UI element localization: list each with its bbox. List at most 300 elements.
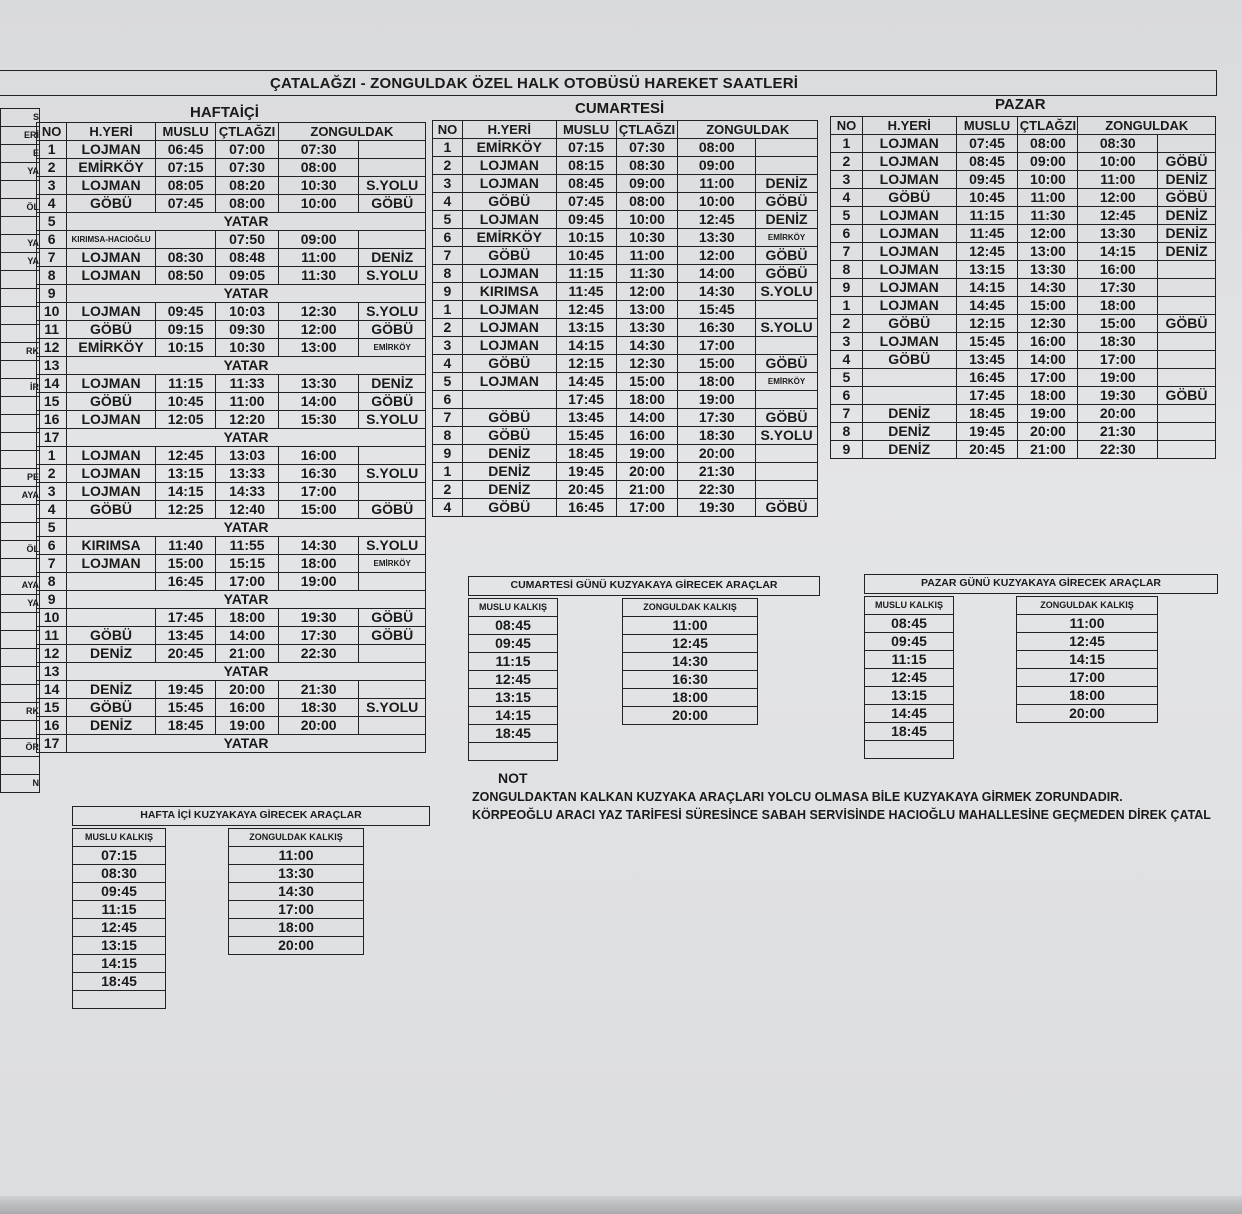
departure-place: GÖBÜ [67,627,156,645]
zonguldak-head: ZONGULDAK KALKIŞ [229,829,364,847]
cut-off-cell: YA [1,253,40,271]
row-number: 9 [37,591,67,609]
muslu-time: 09:45 [556,211,616,229]
cut-off-cell [1,181,40,199]
muslu-time: 14:15 [155,483,215,501]
muslu-time: 12:05 [155,411,215,429]
list-row [469,653,558,671]
col-zonguldak: ZONGULDAK [278,123,425,141]
schedule-row [831,171,1216,189]
zonguldak-time: 15:45 [678,301,756,319]
row-number: 7 [37,249,67,267]
col-muslu: MUSLU [556,121,616,139]
departure-place: DENİZ [462,481,556,499]
catalagzi-time: 21:00 [1018,441,1078,459]
schedule-row [433,175,818,193]
zonguldak-time: 20:00 [678,445,756,463]
cut-off-cell: RK [1,703,40,721]
yatar-label: YATAR [67,357,426,375]
departure-place: GÖBÜ [462,427,556,445]
zonguldak-time: 14:00 [678,265,756,283]
zonguldak-time: 11:30 [278,267,359,285]
route-note: GÖBÜ [756,499,818,517]
row-number: 14 [37,375,67,393]
departure-time: 13:15 [73,937,166,955]
left-edge-row [1,361,40,379]
left-edge-row [1,577,40,595]
row-number: 3 [433,337,463,355]
muslu-time: 15:00 [155,555,215,573]
departure-place: GÖBÜ [67,501,156,519]
catalagzi-time: 21:00 [216,645,278,663]
muslu-time: 08:15 [556,157,616,175]
row-number: 11 [37,627,67,645]
cut-off-cell: E [1,145,40,163]
catalagzi-time: 09:05 [216,267,278,285]
departure-time: 13:15 [865,687,954,705]
route-note: GÖBÜ [756,265,818,283]
row-number: 7 [831,405,863,423]
schedule-row [433,355,818,373]
route-note [359,483,426,501]
zonguldak-time: 19:30 [278,609,359,627]
zonguldak-time: 17:30 [278,627,359,645]
zonguldak-time: 16:30 [678,319,756,337]
left-edge-row [1,469,40,487]
departure-place: EMİRKÖY [462,229,556,247]
row-number: 4 [831,351,863,369]
zonguldak-time: 12:00 [1078,189,1158,207]
note-line-2: KÖRPEOĞLU ARACI YAZ TARİFESİ SÜRESİNCE SABAH SERVİSİNDE HACIOĞLU MAHALLESİNE GEÇMEDEN DİREK ÇATAL [472,808,1211,822]
departure-time: 11:00 [623,617,758,635]
zonguldak-time: 13:30 [1078,225,1158,243]
cut-off-cell [1,721,40,739]
row-number: 8 [831,261,863,279]
cut-off-cell: YA [1,163,40,181]
left-edge-row [1,451,40,469]
zonguldak-time: 22:30 [678,481,756,499]
route-note [756,139,818,157]
list-row [865,741,954,759]
schedule-row [831,315,1216,333]
row-number: 16 [37,717,67,735]
row-number: 7 [37,555,67,573]
departure-time: 14:30 [623,653,758,671]
row-number: 4 [433,193,463,211]
zonguldak-time: 10:00 [678,193,756,211]
left-edge-row [1,271,40,289]
muslu-time: 20:45 [155,645,215,663]
row-number: 6 [433,391,463,409]
cut-off-cell: AYA [1,487,40,505]
row-number: 10 [37,609,67,627]
departure-place: EMİRKÖY [67,159,156,177]
schedule-row [831,153,1216,171]
zonguldak-time: 18:30 [278,699,359,717]
departure-place: LOJMAN [862,225,956,243]
zonguldak-time: 17:30 [1078,279,1158,297]
list-row [865,723,954,741]
muslu-time: 14:15 [956,279,1018,297]
route-note [359,717,426,735]
zonguldak-head: ZONGULDAK KALKIŞ [623,599,758,617]
departure-place: DENİZ [67,717,156,735]
muslu-time: 07:15 [556,139,616,157]
zonguldak-time: 16:00 [278,447,359,465]
zonguldak-time: 09:00 [678,157,756,175]
page-title: ÇATALAĞZI - ZONGULDAK ÖZEL HALK OTOBÜSÜ HAREKET SAATLERİ [270,75,799,92]
catalagzi-time: 11:00 [216,393,278,411]
departure-time [469,743,558,761]
col-place: H.YERİ [462,121,556,139]
departure-place: LOJMAN [462,211,556,229]
departure-place: LOJMAN [67,375,156,393]
row-number: 1 [37,141,67,159]
muslu-time: 20:45 [956,441,1018,459]
departure-place: KIRIMSA-HACIOĞLU [67,231,156,249]
departure-time: 09:45 [865,633,954,651]
departure-place: DENİZ [862,405,956,423]
catalagzi-time: 09:30 [216,321,278,339]
list-row [73,883,166,901]
route-note: GÖBÜ [756,409,818,427]
route-note: S.YOLU [359,177,426,195]
list-row [1017,705,1158,723]
departure-place: GÖBÜ [67,195,156,213]
schedule-row [37,483,426,501]
list-row [73,937,166,955]
zonguldak-time: 18:30 [1078,333,1158,351]
route-note: EMİRKÖY [359,555,426,573]
departure-place: KIRIMSA [462,283,556,301]
schedule-row [37,159,426,177]
route-note [1158,297,1216,315]
row-number: 6 [831,225,863,243]
cut-off-cell [1,271,40,289]
row-number: 5 [433,211,463,229]
schedule-row [37,591,426,609]
row-number: 7 [433,409,463,427]
departure-time: 20:00 [1017,705,1158,723]
departure-place: GÖBÜ [67,321,156,339]
route-note: S.YOLU [756,319,818,337]
route-note: GÖBÜ [359,609,426,627]
schedule-row [37,447,426,465]
muslu-time: 10:15 [556,229,616,247]
list-row [73,955,166,973]
route-note [359,645,426,663]
route-note [756,301,818,319]
route-note [359,681,426,699]
left-edge-row [1,325,40,343]
departure-place: GÖBÜ [462,499,556,517]
muslu-time: 13:45 [956,351,1018,369]
row-number: 3 [831,333,863,351]
left-edge-row [1,307,40,325]
catalagzi-time: 19:00 [216,717,278,735]
route-note: GÖBÜ [359,393,426,411]
route-note [1158,351,1216,369]
row-number: 10 [37,303,67,321]
zonguldak-time: 08:30 [1078,135,1158,153]
row-number: 5 [831,369,863,387]
schedule-row [433,391,818,409]
zonguldak-time: 21:30 [1078,423,1158,441]
catalagzi-time: 14:00 [1018,351,1078,369]
departure-place: GÖBÜ [862,189,956,207]
schedule-row [37,375,426,393]
zonguldak-time: 12:00 [278,321,359,339]
catalagzi-time: 13:03 [216,447,278,465]
catalagzi-time: 14:30 [1018,279,1078,297]
row-number: 17 [37,429,67,447]
schedule-row [37,519,426,537]
schedule-row [831,279,1216,297]
cut-off-cell: ÖL [1,541,40,559]
route-note: GÖBÜ [1158,153,1216,171]
route-note [1158,369,1216,387]
yatar-label: YATAR [67,663,426,681]
schedule-row [37,249,426,267]
muslu-head: MUSLU KALKIŞ [865,597,954,615]
muslu-time: 15:45 [956,333,1018,351]
cut-off-cell [1,523,40,541]
schedule-row [831,441,1216,459]
departure-place: DENİZ [862,441,956,459]
muslu-time: 07:45 [956,135,1018,153]
col-place: H.YERİ [67,123,156,141]
col-catlagzi: ÇTLAĞZI [616,121,678,139]
list-row [865,651,954,669]
left-edge-row [1,235,40,253]
muslu-time: 11:40 [155,537,215,555]
schedule-row [37,627,426,645]
departure-time: 18:45 [865,723,954,741]
schedule-row [831,261,1216,279]
departure-place: GÖBÜ [67,393,156,411]
departure-place: LOJMAN [462,373,556,391]
catalagzi-time: 17:00 [616,499,678,517]
departure-place: LOJMAN [67,177,156,195]
catalagzi-time: 12:00 [1018,225,1078,243]
sunday-table [830,116,1216,459]
catalagzi-time: 07:30 [216,159,278,177]
departure-time: 08:45 [865,615,954,633]
muslu-time: 16:45 [956,369,1018,387]
left-edge-row [1,145,40,163]
kuzyakaya-weekday-muslu [72,828,166,1009]
schedule-row [37,429,426,447]
yatar-label: YATAR [67,429,426,447]
col-catlagzi: ÇTLAĞZI [1019,118,1077,133]
left-edge-row [1,487,40,505]
row-number: 12 [37,339,67,357]
schedule-row [831,333,1216,351]
zonguldak-time: 19:00 [278,573,359,591]
departure-time: 13:15 [469,689,558,707]
row-number: 5 [831,207,863,225]
route-note: S.YOLU [359,267,426,285]
left-edge-column [0,108,40,793]
catalagzi-time: 18:00 [216,609,278,627]
departure-place: EMİRKÖY [462,139,556,157]
cut-off-cell [1,289,40,307]
cut-off-cell [1,451,40,469]
col-zonguldak: ZONGULDAK [1078,117,1216,135]
departure-place: LOJMAN [67,465,156,483]
route-note: GÖBÜ [359,627,426,645]
schedule-row [37,645,426,663]
schedule-row [37,339,426,357]
row-number: 5 [433,373,463,391]
schedule-row [433,301,818,319]
zonguldak-time: 14:00 [278,393,359,411]
route-note: DENİZ [359,249,426,267]
departure-time: 14:15 [469,707,558,725]
departure-place: LOJMAN [67,303,156,321]
row-number: 1 [37,447,67,465]
kuzyakaya-saturday-muslu [468,598,558,761]
schedule-row [831,225,1216,243]
departure-place: DENİZ [462,445,556,463]
left-edge-row [1,541,40,559]
left-edge-row [1,523,40,541]
zonguldak-time: 15:00 [678,355,756,373]
list-row [865,687,954,705]
zonguldak-time: 15:00 [1078,315,1158,333]
route-note: GÖBÜ [1158,189,1216,207]
row-number: 2 [37,159,67,177]
left-edge-row [1,397,40,415]
list-row [623,689,758,707]
route-note [1158,405,1216,423]
catalagzi-time: 08:00 [1018,135,1078,153]
zonguldak-time: 13:30 [678,229,756,247]
departure-time: 18:00 [229,919,364,937]
list-row [1017,615,1158,633]
catalagzi-time: 13:33 [216,465,278,483]
sunday-title: PAZAR [995,96,1046,113]
row-number: 17 [37,735,67,753]
cut-off-cell: ERİ [1,127,40,145]
zonguldak-time: 15:30 [278,411,359,429]
zonguldak-time: 21:30 [678,463,756,481]
departure-time: 13:30 [229,865,364,883]
departure-place: LOJMAN [67,555,156,573]
catalagzi-time: 10:30 [616,229,678,247]
row-number: 2 [433,157,463,175]
note-line-1: ZONGULDAKTAN KALKAN KUZYAKA ARAÇLARI YOLCU OLMASA BİLE KUZYAKAYA GİRMEK ZORUNDADIR. [472,790,1123,804]
list-row [469,635,558,653]
list-row [73,865,166,883]
departure-time: 14:45 [865,705,954,723]
departure-place: LOJMAN [862,153,956,171]
route-note: EMİRKÖY [359,339,426,357]
left-edge-row [1,199,40,217]
zonguldak-head: ZONGULDAK KALKIŞ [1017,597,1158,615]
muslu-time: 11:45 [956,225,1018,243]
saturday-table [432,120,818,517]
list-row [73,991,166,1009]
schedule-row [37,267,426,285]
catalagzi-time: 20:00 [616,463,678,481]
route-note: EMİRKÖY [756,373,818,391]
left-edge-row [1,109,40,127]
cut-off-cell [1,415,40,433]
col-zonguldak: ZONGULDAK [678,121,818,139]
catalagzi-time: 17:00 [216,573,278,591]
route-note: S.YOLU [756,427,818,445]
departure-place: LOJMAN [862,261,956,279]
kuzyakaya-weekday-zonguldak [228,828,364,955]
schedule-row [433,265,818,283]
row-number: 16 [37,411,67,429]
schedule-row [37,663,426,681]
schedule-row [433,409,818,427]
route-note: S.YOLU [359,699,426,717]
list-row [229,901,364,919]
list-row [229,865,364,883]
list-row [865,705,954,723]
catalagzi-time: 16:00 [216,699,278,717]
row-number: 3 [37,177,67,195]
row-number: 9 [433,283,463,301]
zonguldak-time: 08:00 [678,139,756,157]
zonguldak-time: 13:30 [278,375,359,393]
schedule-row [433,229,818,247]
departure-time: 11:00 [1017,615,1158,633]
cut-off-cell: N [1,775,40,793]
muslu-time: 13:15 [956,261,1018,279]
left-edge-row [1,505,40,523]
cut-off-cell [1,613,40,631]
schedule-row [433,139,818,157]
cut-off-cell [1,649,40,667]
row-number: 3 [831,171,863,189]
list-row [865,633,954,651]
departure-place: LOJMAN [462,157,556,175]
row-number: 8 [433,427,463,445]
departure-place: LOJMAN [67,267,156,285]
departure-place: DENİZ [862,423,956,441]
schedule-row [433,427,818,445]
zonguldak-time: 19:00 [1078,369,1158,387]
zonguldak-time: 10:00 [1078,153,1158,171]
catalagzi-time: 08:20 [216,177,278,195]
schedule-row [831,387,1216,405]
list-row [1017,651,1158,669]
departure-time: 14:15 [73,955,166,973]
list-row [229,883,364,901]
muslu-time: 08:45 [956,153,1018,171]
muslu-time: 13:45 [155,627,215,645]
departure-place: LOJMAN [67,411,156,429]
departure-place: GÖBÜ [462,247,556,265]
yatar-label: YATAR [67,213,426,231]
muslu-time: 19:45 [556,463,616,481]
departure-place: LOJMAN [67,447,156,465]
route-note: GÖBÜ [756,247,818,265]
list-row [229,937,364,955]
departure-time: 09:45 [469,635,558,653]
schedule-row [37,735,426,753]
cut-off-cell [1,433,40,451]
muslu-time: 08:45 [556,175,616,193]
schedule-row [37,465,426,483]
schedule-row [37,411,426,429]
zonguldak-time: 20:00 [1078,405,1158,423]
route-note: DENİZ [756,175,818,193]
